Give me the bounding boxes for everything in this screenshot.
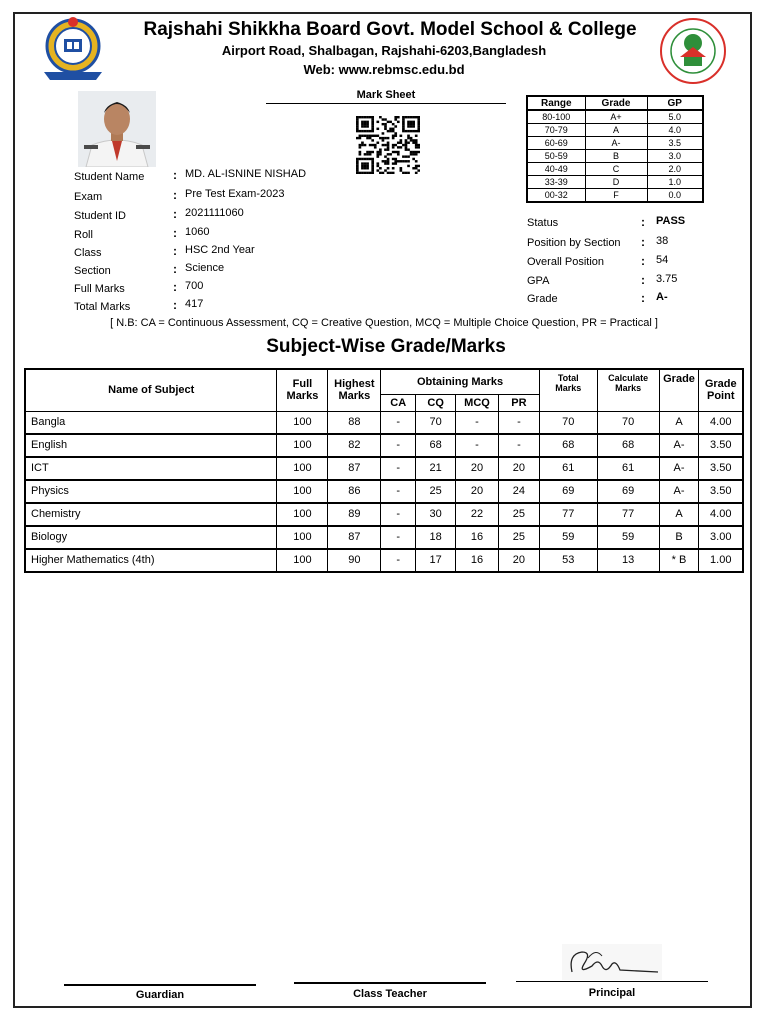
cell-full: 100	[277, 411, 328, 434]
student-field-colon: :	[173, 262, 177, 276]
mark-sheet-underline	[266, 103, 506, 104]
result-field-colon: :	[641, 215, 645, 229]
cell-grade: A-	[659, 434, 699, 457]
emblem-logo	[656, 17, 730, 85]
cell-subject: Bangla	[25, 411, 277, 434]
cell-mcq: -	[456, 434, 499, 457]
cell-total: 70	[539, 411, 597, 434]
cell-grade: B	[659, 526, 699, 549]
grade-scale-cell: 50-59	[527, 150, 585, 163]
student-field-value: 2021111060	[185, 207, 244, 219]
grade-scale-row	[527, 150, 703, 163]
cell-cq: 18	[416, 526, 456, 549]
table-row	[25, 549, 743, 572]
header-calculate-marks-line1: Calculate	[608, 373, 649, 383]
cell-mcq: 20	[456, 480, 499, 503]
cell-grade: * B	[659, 549, 699, 572]
result-field-value: 38	[656, 235, 669, 247]
student-field-colon: :	[173, 244, 177, 258]
cell-gp: 4.00	[699, 411, 743, 434]
student-field-value: Pre Test Exam-2023	[185, 188, 285, 200]
student-field-value: 417	[185, 298, 204, 310]
grade-scale-cell: B	[585, 150, 647, 163]
cell-gp: 3.50	[699, 434, 743, 457]
result-field-colon: :	[641, 291, 645, 305]
header-total-marks-line1: Total	[557, 373, 579, 383]
mark-sheet-title: Mark Sheet	[356, 89, 416, 101]
cell-grade: A-	[659, 457, 699, 480]
student-field-label: Full Marks	[74, 283, 125, 295]
result-field-label: Grade	[527, 293, 558, 305]
header-mcq: MCQ	[456, 394, 499, 411]
result-field-label: GPA	[527, 275, 550, 287]
result-field-colon: :	[641, 273, 645, 287]
cell-full: 100	[277, 549, 328, 572]
header-highest-marks	[328, 369, 381, 411]
cell-subject: Physics	[25, 480, 277, 503]
cell-calc: 77	[597, 503, 659, 526]
header-total-marks	[539, 369, 597, 411]
cell-pr: 25	[498, 526, 539, 549]
cell-mcq: 20	[456, 457, 499, 480]
cell-calc: 68	[597, 434, 659, 457]
header-highest-marks-line2: Marks	[338, 390, 371, 403]
abbreviation-note: [ N.B: CA = Continuous Assessment, CQ = Creative Question, MCQ = Multiple Choice Question, PR = Practical ]	[110, 317, 658, 329]
cell-highest: 82	[328, 434, 381, 457]
header-name-of-subject: Name of Subject	[25, 369, 277, 411]
school-website: Web: www.rebmsc.edu.bd	[303, 62, 465, 77]
cell-highest: 87	[328, 457, 381, 480]
cell-cq: 25	[416, 480, 456, 503]
grade-scale-header-gp: GP	[647, 96, 703, 110]
cell-calc: 59	[597, 526, 659, 549]
header-grade-point-line1: Grade	[704, 378, 737, 391]
header-calculate-marks-line2: Marks	[615, 383, 642, 393]
result-field-value: PASS	[656, 215, 686, 227]
marks-table	[24, 368, 744, 573]
grade-scale-row	[527, 189, 703, 203]
cell-gp: 4.00	[699, 503, 743, 526]
grade-scale-cell: 60-69	[527, 137, 585, 150]
cell-calc: 69	[597, 480, 659, 503]
student-field-value: 700	[185, 280, 204, 292]
class-teacher-signature-line	[294, 982, 486, 984]
cell-total: 61	[539, 457, 597, 480]
cell-full: 100	[277, 457, 328, 480]
principal-label: Principal	[588, 987, 636, 999]
grade-scale-row	[527, 124, 703, 137]
cell-pr: 20	[498, 457, 539, 480]
cell-gp: 3.50	[699, 457, 743, 480]
cell-grade: A-	[659, 480, 699, 503]
grade-scale-cell: 40-49	[527, 163, 585, 176]
cell-gp: 3.50	[699, 480, 743, 503]
principal-signature-image	[562, 944, 662, 980]
student-field-value: MD. AL-ISNINE NISHAD	[185, 168, 307, 180]
student-field-label: Section	[74, 265, 111, 277]
cell-ca: -	[381, 411, 416, 434]
header-ca: CA	[381, 394, 416, 411]
header-grade-point-line2: Point	[706, 390, 735, 403]
header-cq: CQ	[416, 394, 456, 411]
result-field-value: 54	[656, 254, 669, 266]
cell-total: 77	[539, 503, 597, 526]
cell-cq: 21	[416, 457, 456, 480]
cell-full: 100	[277, 503, 328, 526]
cell-mcq: 22	[456, 503, 499, 526]
cell-pr: -	[498, 411, 539, 434]
cell-mcq: 16	[456, 526, 499, 549]
cell-ca: -	[381, 434, 416, 457]
cell-pr: 24	[498, 480, 539, 503]
cell-pr: 25	[498, 503, 539, 526]
cell-highest: 88	[328, 411, 381, 434]
cell-subject: ICT	[25, 457, 277, 480]
cell-total: 59	[539, 526, 597, 549]
cell-highest: 86	[328, 480, 381, 503]
header-grade-point	[699, 369, 743, 411]
cell-cq: 17	[416, 549, 456, 572]
grade-scale-cell: F	[585, 189, 647, 203]
grade-scale-cell: A	[585, 124, 647, 137]
cell-gp: 1.00	[699, 549, 743, 572]
student-field-colon: :	[173, 298, 177, 312]
grade-scale-header-range: Range	[527, 96, 585, 110]
grade-scale-cell: 80-100	[527, 110, 585, 124]
principal-signature-line	[516, 981, 708, 982]
result-field-value: 3.75	[656, 273, 678, 285]
student-field-label: Exam	[74, 191, 103, 203]
school-address: Airport Road, Shalbagan, Rajshahi-6203,Bangladesh	[221, 43, 547, 58]
student-field-colon: :	[173, 188, 177, 202]
grade-scale-row	[527, 176, 703, 189]
student-field-colon: :	[173, 280, 177, 294]
table-row	[25, 457, 743, 480]
cell-full: 100	[277, 480, 328, 503]
header-calculate-marks	[597, 369, 659, 411]
grade-scale-cell: 5.0	[647, 110, 703, 124]
grade-scale-cell: 0.0	[647, 189, 703, 203]
header-full-marks	[277, 369, 328, 411]
table-row	[25, 411, 743, 434]
table-row	[25, 526, 743, 549]
grade-scale-cell: 00-32	[527, 189, 585, 203]
header-full-marks-line2: Marks	[286, 390, 319, 403]
cell-mcq: -	[456, 411, 499, 434]
cell-highest: 89	[328, 503, 381, 526]
header-grade: Grade	[659, 369, 699, 411]
cell-total: 69	[539, 480, 597, 503]
header-total-marks-line2: Marks	[555, 383, 582, 393]
cell-grade: A	[659, 503, 699, 526]
result-field-label: Position by Section	[527, 237, 621, 249]
cell-gp: 3.00	[699, 526, 743, 549]
guardian-signature-line	[64, 984, 256, 986]
header-highest-marks-line1: Highest	[334, 378, 375, 391]
cell-full: 100	[277, 526, 328, 549]
student-field-colon: :	[173, 207, 177, 221]
grade-scale-cell: 33-39	[527, 176, 585, 189]
grade-scale-cell: 1.0	[647, 176, 703, 189]
grade-scale-cell: 3.0	[647, 150, 703, 163]
cell-cq: 70	[416, 411, 456, 434]
grade-scale-row	[527, 110, 703, 124]
table-row	[25, 503, 743, 526]
student-field-value: 1060	[185, 226, 210, 238]
grade-scale-cell: A-	[585, 137, 647, 150]
student-field-colon: :	[173, 226, 177, 240]
cell-grade: A	[659, 411, 699, 434]
student-field-label: Student Name	[74, 171, 145, 183]
cell-subject: English	[25, 434, 277, 457]
student-field-value: HSC 2nd Year	[185, 244, 255, 256]
grade-scale-cell: 3.5	[647, 137, 703, 150]
cell-subject: Chemistry	[25, 503, 277, 526]
table-row	[25, 480, 743, 503]
cell-calc: 13	[597, 549, 659, 572]
school-name: Rajshahi Shikkha Board Govt. Model School & College	[143, 19, 637, 40]
qr-code-icon	[356, 116, 420, 174]
student-field-label: Class	[74, 247, 102, 259]
cell-pr: -	[498, 434, 539, 457]
subject-section-title: Subject-Wise Grade/Marks	[266, 336, 506, 357]
grade-scale-table	[526, 95, 704, 203]
cell-mcq: 16	[456, 549, 499, 572]
cell-calc: 61	[597, 457, 659, 480]
cell-highest: 87	[328, 526, 381, 549]
grade-scale-row	[527, 137, 703, 150]
student-field-colon: :	[173, 168, 177, 182]
result-field-value: A-	[656, 291, 668, 303]
result-field-label: Status	[527, 217, 559, 229]
class-teacher-label: Class Teacher	[353, 988, 427, 1000]
cell-subject: Higher Mathematics (4th)	[25, 549, 277, 572]
grade-scale-cell: 2.0	[647, 163, 703, 176]
cell-ca: -	[381, 503, 416, 526]
cell-cq: 68	[416, 434, 456, 457]
grade-scale-cell: A+	[585, 110, 647, 124]
grade-scale-cell: 4.0	[647, 124, 703, 137]
table-row	[25, 434, 743, 457]
cell-calc: 70	[597, 411, 659, 434]
result-field-colon: :	[641, 254, 645, 268]
cell-ca: -	[381, 549, 416, 572]
result-field-colon: :	[641, 235, 645, 249]
guardian-label: Guardian	[135, 989, 185, 1001]
result-field-label: Overall Position	[527, 256, 605, 268]
student-field-label: Student ID	[74, 210, 126, 222]
cell-ca: -	[381, 480, 416, 503]
student-field-label: Total Marks	[74, 301, 131, 313]
grade-scale-row	[527, 163, 703, 176]
cell-total: 53	[539, 549, 597, 572]
grade-scale-cell: C	[585, 163, 647, 176]
cell-subject: Biology	[25, 526, 277, 549]
cell-ca: -	[381, 526, 416, 549]
grade-scale-header-grade: Grade	[585, 96, 647, 110]
student-field-label: Roll	[74, 229, 93, 241]
cell-full: 100	[277, 434, 328, 457]
grade-scale-cell: D	[585, 176, 647, 189]
cell-pr: 20	[498, 549, 539, 572]
header-full-marks-line1: Full	[292, 378, 313, 391]
header-pr: PR	[498, 394, 539, 411]
student-photo	[78, 91, 156, 167]
header-obtaining-marks: Obtaining Marks	[381, 369, 540, 394]
cell-cq: 30	[416, 503, 456, 526]
grade-scale-cell: 70-79	[527, 124, 585, 137]
cell-highest: 90	[328, 549, 381, 572]
cell-total: 68	[539, 434, 597, 457]
cell-ca: -	[381, 457, 416, 480]
student-field-value: Science	[185, 262, 225, 274]
